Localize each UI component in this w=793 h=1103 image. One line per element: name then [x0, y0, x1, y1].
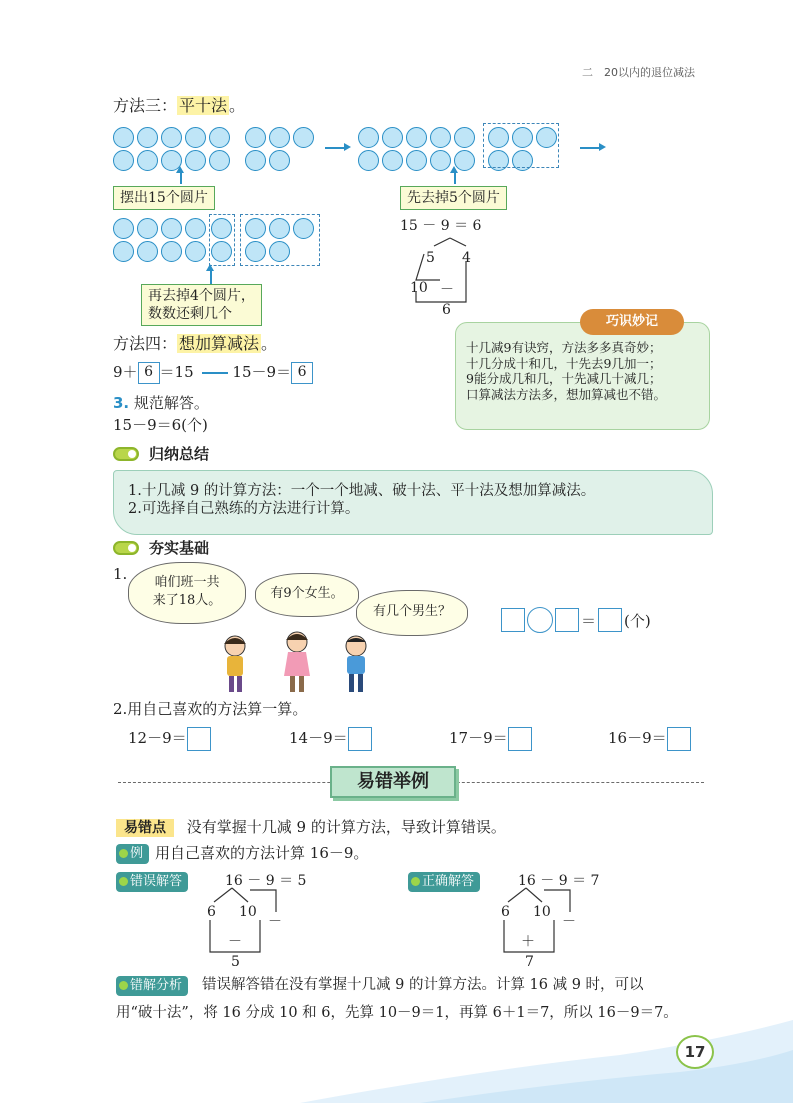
q2-expr: 12－9＝: [128, 729, 187, 747]
right-plus: ＋: [521, 934, 535, 950]
counter-circle: [406, 150, 427, 171]
method3-label: 方法三：: [113, 96, 178, 115]
counter-circle: [185, 127, 206, 148]
method4-end: 。: [261, 334, 278, 353]
q2-answer-box[interactable]: [508, 727, 532, 751]
wrong-answer-tag: 错误解答: [116, 872, 188, 892]
arrow-right-1: [325, 147, 345, 149]
arrow-up-3: [210, 270, 212, 284]
decomposition-lines: [400, 232, 490, 312]
counter-circle: [382, 127, 403, 148]
counter-circle: [185, 218, 206, 239]
summary-line: 2.可选择自己熟练的方法进行计算。: [128, 501, 360, 518]
counter-circle: [185, 241, 206, 262]
counter-circle: [406, 127, 427, 148]
dashed-box-rest: [240, 214, 320, 266]
eq-part-5: 5: [426, 250, 435, 266]
label-remove-5: 先去掉5个圆片: [400, 186, 507, 210]
add-subtract-line: [113, 362, 313, 384]
basics-title: 夯实基础: [149, 539, 210, 557]
counter-circle: [358, 127, 379, 148]
step3-heading: [113, 394, 209, 413]
tip-line: 9能分成几和几，十先减几十减几；: [466, 371, 662, 387]
counter-circle: [113, 241, 134, 262]
q2-item: [449, 727, 532, 751]
counter-circle: [454, 127, 475, 148]
add-c: ＝15: [159, 363, 194, 381]
wrong-part-6: 6: [207, 904, 216, 920]
speech-bubble-girls: 有9个女生。: [255, 573, 359, 617]
analysis-line-2: 用“破十法”，将 16 分成 10 和 6，先算 10－9＝1，再算 6＋1＝7，所以 16－9＝7。: [116, 1005, 678, 1021]
answer-box-3[interactable]: [598, 608, 622, 632]
q2-expr: 14－9＝: [289, 729, 348, 747]
counter-circle: [245, 127, 266, 148]
error-section-title: 易错举例: [330, 766, 456, 798]
memory-tip-title: 巧识妙记: [580, 309, 684, 335]
wrong-result: 5: [231, 954, 240, 970]
q2-item: [608, 727, 691, 751]
eq-minus-sign: －: [440, 282, 454, 298]
add-box-b: 6: [138, 362, 160, 384]
tip-line: 十几减9有诀窍，方法多多真奇妙；: [466, 340, 662, 355]
error-point-text: 没有掌握十几减 9 的计算方法，导致计算错误。: [186, 818, 506, 836]
counter-circle: [137, 218, 158, 239]
counter-circle: [137, 241, 158, 262]
eq-result-6: 6: [442, 302, 451, 318]
arrow-up-2: [454, 172, 456, 184]
counter-circle: [161, 127, 182, 148]
method4-label: 方法四：: [113, 334, 178, 353]
q2-expr: 16－9＝: [608, 729, 667, 747]
wrong-eq: 16 － 9 ＝ 5: [225, 873, 307, 889]
q2-answer-box[interactable]: [667, 727, 691, 751]
counter-circle: [185, 150, 206, 171]
wrong-minus-1: －: [268, 914, 282, 930]
arrow-right-3: [202, 372, 228, 374]
girl-figure-1: [210, 632, 260, 694]
memory-tip-lines: [466, 340, 666, 403]
example-tag: 例: [116, 844, 149, 864]
eq-15-minus-9: 15 － 9 ＝ 6: [400, 218, 482, 234]
summary-title: 归纳总结: [149, 445, 210, 463]
speech-bubble-boys: 有几个男生？: [356, 590, 468, 636]
tip-line: 口算减法方法多，想加算减也不错。: [466, 386, 667, 402]
analysis-line-1: 错误解答错在没有掌握十几减 9 的计算方法。计算 16 减 9 时，可以: [202, 977, 644, 993]
analysis-tag: 错解分析: [116, 976, 188, 996]
label-remove-4-line2: 数数还剩几个: [148, 306, 232, 323]
arrow-up-1: [180, 172, 182, 184]
wrong-part-10: 10: [239, 904, 257, 920]
summary-line: 1.十几减 9 的计算方法：一个一个地减、破十法、平十法及想加算减法。: [128, 483, 596, 499]
chapter-header: 二 20以内的退位减法: [582, 66, 695, 79]
counter-circle: [113, 150, 134, 171]
add-d: 15－9＝: [232, 363, 292, 381]
counter-circle: [161, 241, 182, 262]
dashed-box-five: [483, 123, 559, 168]
basics-heading: [113, 537, 209, 558]
counter-circle: [358, 150, 379, 171]
example-text: 用自己喜欢的方法计算 16－9。: [155, 844, 369, 862]
right-answer-tag: 正确解答: [408, 872, 480, 892]
answer-box-2[interactable]: [555, 608, 579, 632]
boy-figure: [335, 632, 377, 694]
step3-text: 规范解答。: [133, 394, 209, 412]
unit-label: (个): [624, 611, 651, 630]
method3-end: 。: [229, 96, 246, 115]
operator-circle[interactable]: [527, 607, 553, 633]
counter-circle: [293, 127, 314, 148]
counter-circle: [209, 150, 230, 171]
equals-sign: ＝: [581, 611, 597, 630]
page-number: 17: [676, 1035, 714, 1069]
q1-answer-row: [501, 607, 651, 633]
answer-line: 15－9＝6(个): [113, 416, 208, 434]
error-point-tag: 易错点: [116, 819, 174, 837]
q2-answer-box[interactable]: [348, 727, 372, 751]
answer-box-1[interactable]: [501, 608, 525, 632]
label-remove-4-line1: 再去掉4个圆片，: [148, 288, 255, 304]
q2-item: [289, 727, 372, 751]
counter-circle: [382, 150, 403, 171]
q2-answer-box[interactable]: [187, 727, 211, 751]
counter-circle: [430, 150, 451, 171]
counter-circle: [137, 150, 158, 171]
counter-circle: [430, 127, 451, 148]
eq-part-10: 10: [410, 280, 428, 296]
label-arrange-15: 摆出15个圆片: [113, 186, 215, 210]
arrow-right-2: [580, 147, 600, 149]
add-a: 9＋: [113, 363, 138, 381]
pill-icon: [113, 447, 139, 461]
counter-circle: [113, 218, 134, 239]
bubble-line: 咱们班一共: [154, 575, 220, 590]
method3-heading: [113, 96, 245, 116]
right-eq: 16 － 9 ＝ 7: [518, 873, 600, 889]
summary-heading: [113, 443, 209, 464]
counter-circle: [113, 127, 134, 148]
q2-item: [128, 727, 211, 751]
bubble-line: 来了18人。: [152, 593, 222, 608]
method4-heading: [113, 334, 277, 354]
label-remove-4: [141, 284, 262, 326]
q2-expr: 17－9＝: [449, 729, 508, 747]
right-part-10: 10: [533, 904, 551, 920]
bottom-wave-decoration: [0, 1000, 793, 1103]
q2-heading: 2.用自己喜欢的方法算一算。: [113, 700, 308, 718]
step3-num: 3.: [113, 394, 130, 412]
method4-name: 想加算减法: [179, 334, 260, 353]
counter-circle: [269, 127, 290, 148]
counter-circle: [161, 218, 182, 239]
right-result: 7: [525, 954, 534, 970]
tip-line: 十几分成十和几，十先去9几加一；: [466, 355, 662, 371]
add-box-e: 6: [291, 362, 313, 384]
method3-name: 平十法: [179, 96, 228, 115]
wrong-minus-2: －: [228, 934, 242, 950]
q1-num: 1.: [113, 565, 128, 583]
girl-figure-2: [276, 628, 318, 694]
counter-circle: [209, 127, 230, 148]
pill-icon: [113, 541, 139, 555]
dashed-box-four: [209, 214, 235, 266]
eq-part-4: 4: [462, 250, 471, 266]
right-part-6: 6: [501, 904, 510, 920]
counter-circle: [137, 127, 158, 148]
counter-circle: [269, 150, 290, 171]
error-point-line: [116, 818, 506, 838]
counter-circle: [245, 150, 266, 171]
right-minus: －: [562, 914, 576, 930]
summary-lines: [128, 482, 595, 518]
speech-bubble-total: [128, 562, 246, 624]
